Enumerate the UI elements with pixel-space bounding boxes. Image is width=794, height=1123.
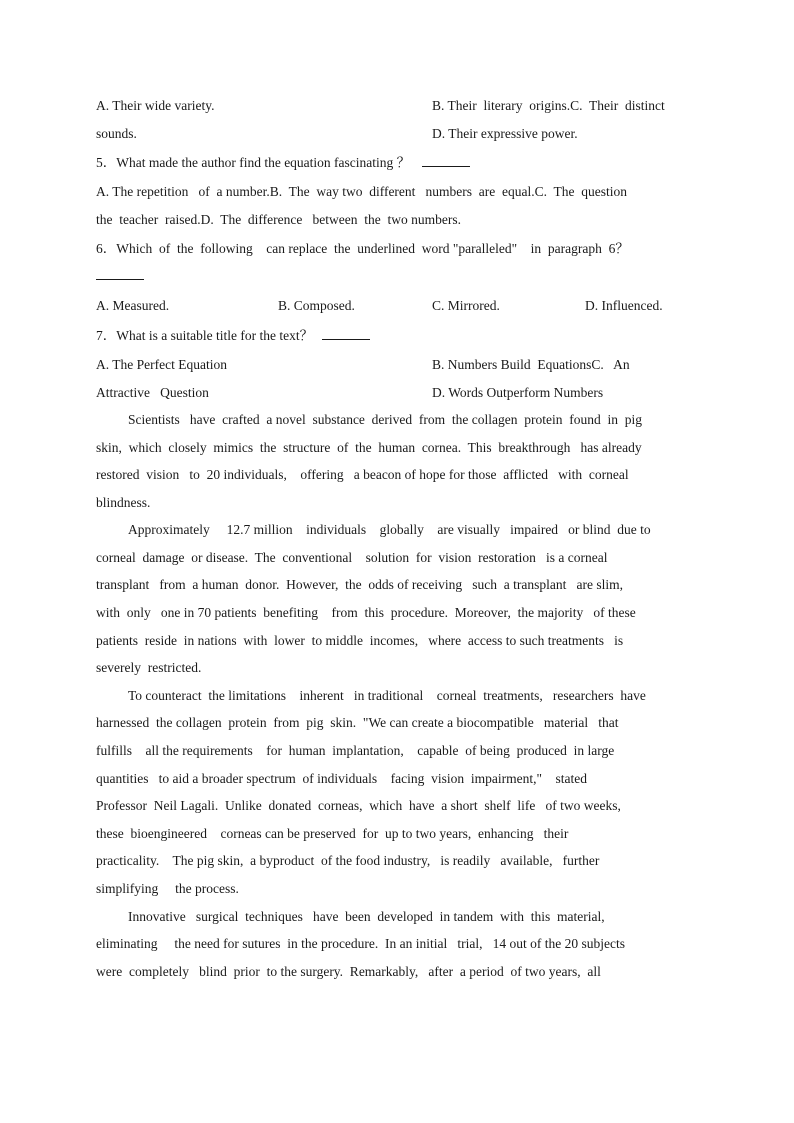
passage-p2-line: severely restricted.: [96, 660, 202, 675]
q6-answer-blank[interactable]: [96, 266, 144, 280]
q7-option-c-continued: Attractive Question: [96, 385, 209, 400]
passage-p3-line: fulfills all the requirements for human implantation, capable of being produced in large: [96, 743, 615, 758]
q5-answer-blank[interactable]: [422, 153, 470, 167]
passage-p1-line: blindness.: [96, 495, 151, 510]
q5-options-line1: A. The repetition of a number.B. The way two different numbers are equal.C. The question: [96, 184, 628, 199]
q6-option-d: D. Influenced.: [585, 298, 663, 313]
q7-option-a: A. The Perfect Equation: [96, 357, 227, 372]
q5-options-line2: the teacher raised.D. The difference between the two numbers.: [96, 212, 461, 227]
q7-option-d: D. Words Outperform Numbers: [432, 385, 604, 400]
passage-p1-line: restored vision to 20 individuals, offering a beacon of hope for those afflicted with corneal: [96, 467, 629, 482]
q4-option-a: A. Their wide variety.: [96, 98, 215, 113]
q5-question: [96, 153, 470, 172]
q6-answer-line: [96, 266, 144, 285]
passage-p3-line: Professor Neil Lagali. Unlike donated corneas, which have a short shelf life of two weeks,: [96, 798, 621, 813]
q6-option-a: A. Measured.: [96, 298, 170, 313]
q7-question: [96, 326, 370, 345]
passage-p3-line: To counteract the limitations inherent in traditional corneal treatments, researchers have: [128, 688, 646, 703]
q6-stem: 6．Which of the following can replace the underlined word "paralleled" in paragraph 6？: [96, 241, 629, 256]
q7-stem: 7．What is a suitable title for the text？: [96, 328, 314, 343]
q6-option-b: B. Composed.: [278, 298, 355, 313]
passage-p1-line: Scientists have crafted a novel substance derived from the collagen protein found in pig: [128, 412, 642, 427]
passage-p3-line: simplifying the process.: [96, 881, 239, 896]
passage-p4-line: Innovative surgical techniques have been developed in tandem with this material,: [128, 909, 605, 924]
passage-p2-line: corneal damage or disease. The conventional solution for vision restoration is a corneal: [96, 550, 608, 565]
q4-option-d: D. Their expressive power.: [432, 126, 578, 141]
passage-p3-line: quantities to aid a broader spectrum of individuals facing vision impairment," stated: [96, 771, 588, 786]
q5-stem: 5．What made the author find the equation fascinating ？: [96, 155, 411, 170]
passage-p1-line: skin, which closely mimics the structure of the human cornea. This breakthrough has already: [96, 440, 642, 455]
passage-p2-line: Approximately 12.7 million individuals globally are visually impaired or blind due to: [128, 522, 651, 537]
passage-p3-line: practicality. The pig skin, a byproduct of the food industry, is readily available, further: [96, 853, 600, 868]
q4-option-c-continued: sounds.: [96, 126, 137, 141]
q7-option-b-c: B. Numbers Build EquationsC. An: [432, 357, 630, 372]
q6-option-c: C. Mirrored.: [432, 298, 500, 313]
q7-answer-blank[interactable]: [322, 326, 370, 340]
passage-p2-line: patients reside in nations with lower to middle incomes, where access to such treatments is: [96, 633, 624, 648]
passage-p2-line: transplant from a human donor. However, the odds of receiving such a transplant are slim,: [96, 577, 623, 592]
passage-p4-line: eliminating the need for sutures in the procedure. In an initial trial, 14 out of the 20 subjects: [96, 936, 625, 951]
passage-p3-line: these bioengineered corneas can be preserved for up to two years, enhancing their: [96, 826, 569, 841]
passage-p3-line: harnessed the collagen protein from pig skin. "We can create a biocompatible material that: [96, 715, 619, 730]
q4-option-b-c: B. Their literary origins.C. Their distinct: [432, 98, 665, 113]
passage-p2-line: with only one in 70 patients benefiting from this procedure. Moreover, the majority of these: [96, 605, 636, 620]
passage-p4-line: were completely blind prior to the surgery. Remarkably, after a period of two years, all: [96, 964, 601, 979]
